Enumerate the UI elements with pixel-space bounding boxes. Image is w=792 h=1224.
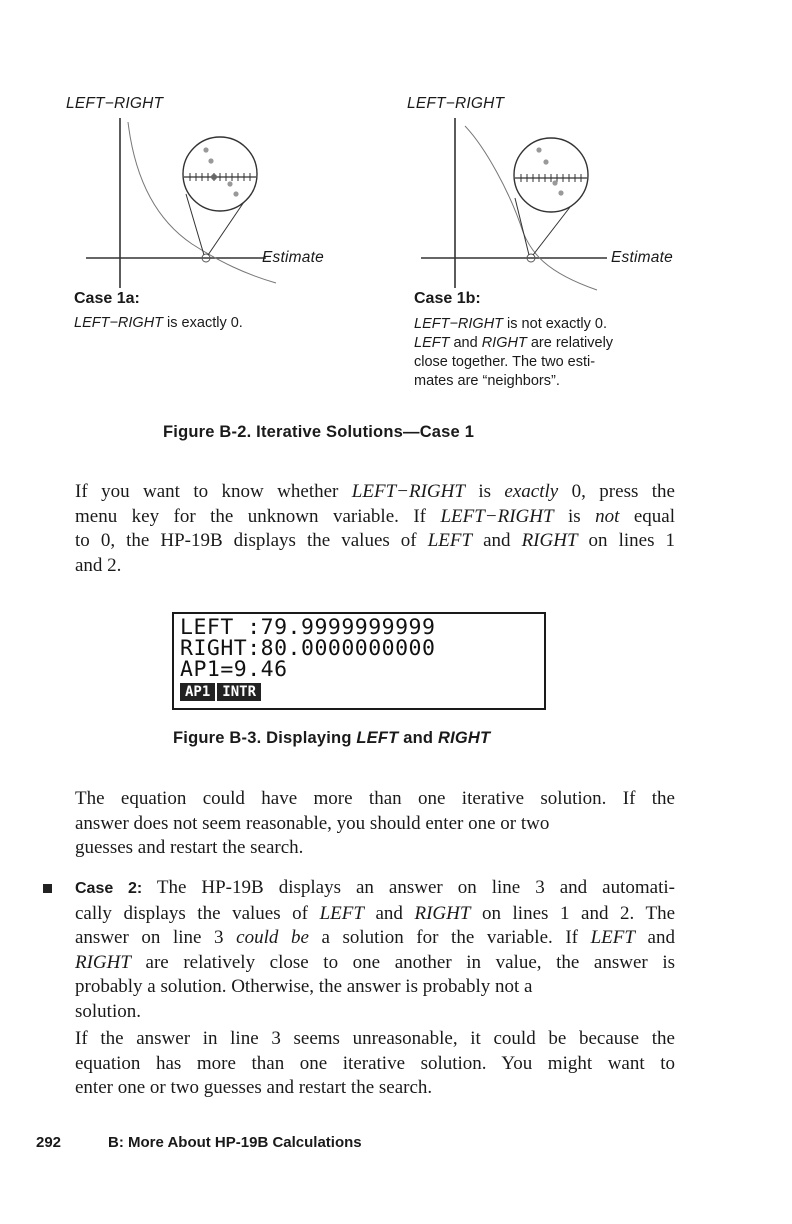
- menu-key-intr[interactable]: INTR: [217, 683, 261, 701]
- page-number: 292: [36, 1134, 62, 1151]
- paragraph-multiple-solutions: The equation could have more than one iterative solution. If the answer does not seem reasonable, you should enter one or two guesses and restart the search.: [75, 788, 675, 858]
- case1b-estimate-label: Estimate: [611, 249, 673, 266]
- menu-key-ap1[interactable]: AP1: [180, 683, 215, 701]
- case1a-description: LEFT−RIGHT is exactly 0.: [74, 315, 243, 331]
- display-menu-row: [180, 683, 435, 701]
- display-line-1: LEFT :79.9999999999: [180, 615, 436, 640]
- case1a-estimate-label: Estimate: [262, 249, 324, 266]
- calculator-display: [172, 612, 546, 710]
- case1a-title: Case 1a:: [74, 290, 140, 307]
- case1b-description: LEFT−RIGHT is not exactly 0. LEFT and RIGHT are relatively close together. The two esti- mates are “neighbors”.: [414, 316, 614, 389]
- case1a-axis-label: LEFT−RIGHT: [66, 95, 164, 112]
- figure-b3-caption: Figure B-3. Displaying LEFT and RIGHT: [173, 729, 491, 747]
- case2-label: Case 2:: [75, 880, 143, 897]
- paragraph-unreasonable-answer: If the answer in line 3 seems unreasonable, it could be because the equation has more than one iterative solution. You might want to enter one or two guesses and restart the search.: [75, 1028, 675, 1098]
- paragraph-left-right-check: If you want to know whether LEFT−RIGHT is exactly 0, press the menu key for the unknown variable. If LEFT−RIGHT is not equal to 0, the HP-19B displays the values of LEFT and RIGHT on lines 1 and 2.: [75, 481, 676, 576]
- case1b-title: Case 1b:: [414, 290, 481, 307]
- case2-paragraph: Case 2: The HP-19B displays an answer on line 3 and automati- cally displays the values of LEFT and RIGHT on lines 1 and 2. The answer on line 3 could be a solution for the variable. If LEFT and RIGHT are relatively close to one another in value, the answer is probably a solution. Otherwise, the answer is probably not a solution.: [75, 877, 676, 1022]
- running-footer-title: B: More About HP-19B Calculations: [108, 1134, 362, 1151]
- case1b-axis-label: LEFT−RIGHT: [407, 95, 505, 112]
- figure-b2-caption: Figure B-2. Iterative Solutions—Case 1: [163, 423, 475, 441]
- display-line-3: AP1=9.46: [180, 657, 288, 682]
- display-line-2: RIGHT:80.0000000000: [180, 636, 436, 661]
- bullet-square-icon: [43, 884, 52, 893]
